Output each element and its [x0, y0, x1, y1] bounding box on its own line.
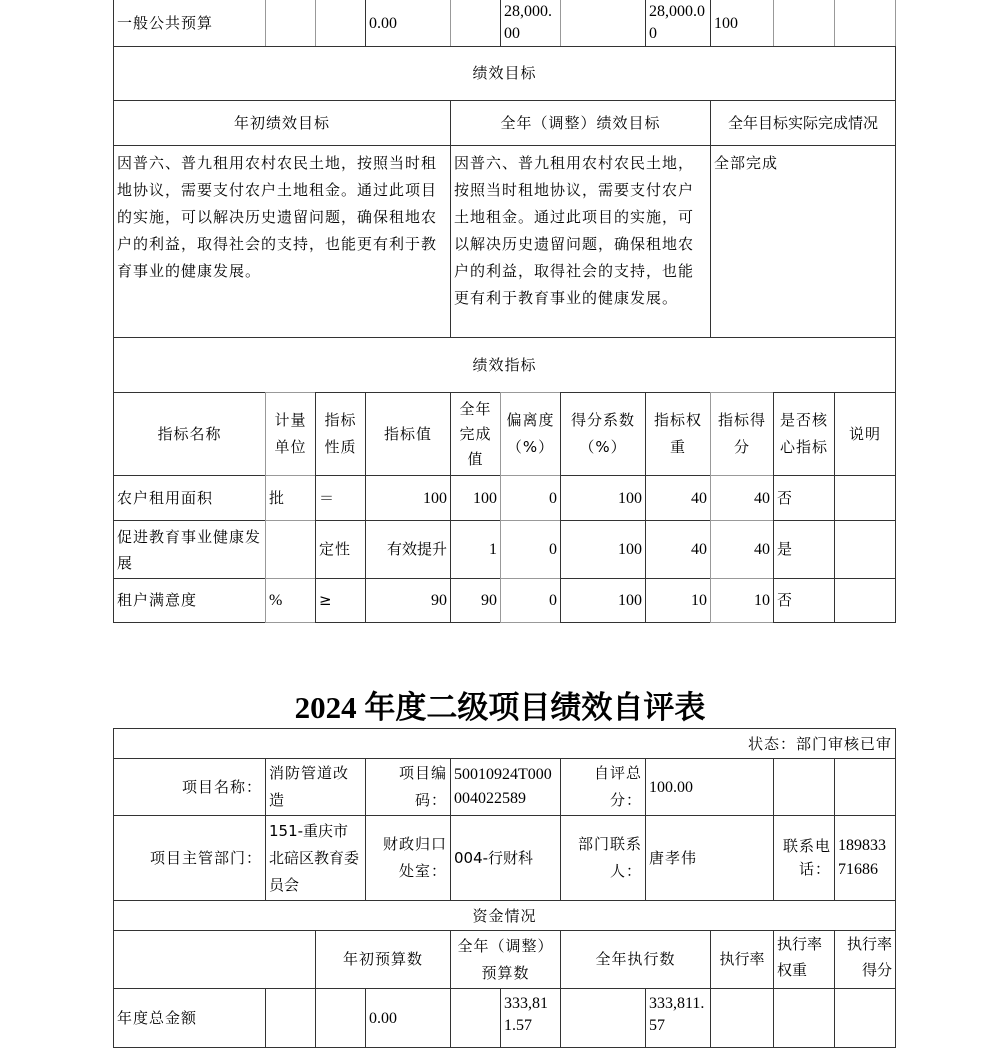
- indicator-target: 100: [365, 475, 451, 521]
- funds-header-adjusted: 全年（调整）预算数: [450, 930, 561, 989]
- contact-value: 唐孝伟: [645, 815, 774, 901]
- indicator-header-name: 指标名称: [113, 392, 266, 476]
- indicator-nature: 定性: [315, 520, 366, 579]
- empty-cell: [773, 758, 835, 816]
- indicator-header-core: 是否核心指标: [773, 392, 835, 476]
- phone-value: 18983371686: [834, 815, 896, 901]
- adjusted-goal-header: 全年（调整）绩效目标: [450, 100, 711, 146]
- empty-cell: [315, 988, 366, 1048]
- indicator-name: 农户租用面积: [113, 475, 266, 521]
- indicator-unit: %: [265, 578, 316, 623]
- indicator-unit: [265, 520, 316, 579]
- indicator-header-nature: 指标性质: [315, 392, 366, 476]
- indicator-header-score: 指标得分: [710, 392, 774, 476]
- indicator-header-coef: 得分系数（%）: [560, 392, 646, 476]
- indicator-weight: 40: [645, 520, 711, 579]
- adjusted-goal-text: 因普六、普九租用农村农民土地，按照当时租地协议，需要支付农户土地租金。通过此项目的实施，可以解决历史遗留问题，确保租地农户的利益，取得社会的支持，也能更有利于教育事业的健康发展。: [450, 145, 711, 338]
- funds-header-initial: 年初预算数: [315, 930, 451, 989]
- indicator-core: 否: [773, 475, 835, 521]
- indicator-coef: 100: [560, 475, 646, 521]
- total-row-label: 年度总金额: [113, 988, 266, 1048]
- indicator-target: 有效提升: [365, 520, 451, 579]
- indicator-score: 10: [710, 578, 774, 623]
- indicator-deviation: 0: [500, 475, 561, 521]
- indicator-deviation: 0: [500, 520, 561, 579]
- total-executed: 333,811.57: [645, 988, 711, 1048]
- funds-header-executed: 全年执行数: [560, 930, 711, 989]
- empty-cell: [834, 0, 896, 47]
- empty-cell: [710, 988, 774, 1048]
- empty-cell: [113, 930, 316, 989]
- empty-cell: [450, 0, 501, 47]
- status-text: 状态：部门审核已审: [113, 728, 896, 759]
- indicator-coef: 100: [560, 520, 646, 579]
- indicator-name: 促进教育事业健康发展: [113, 520, 266, 579]
- empty-cell: [450, 988, 501, 1048]
- phone-label: 联系电话：: [773, 815, 835, 901]
- indicator-score: 40: [710, 475, 774, 521]
- indicator-weight: 40: [645, 475, 711, 521]
- empty-cell: [834, 988, 896, 1048]
- indicator-note: [834, 475, 896, 521]
- project-name-label: 项目名称：: [113, 758, 266, 816]
- actual-completion-header: 全年目标实际完成情况: [710, 100, 896, 146]
- dept-value: 151-重庆市北碚区教育委员会: [265, 815, 366, 901]
- empty-cell: [560, 988, 646, 1048]
- indicator-note: [834, 578, 896, 623]
- indicator-name: 租户满意度: [113, 578, 266, 623]
- indicator-core: 是: [773, 520, 835, 579]
- indicator-header-weight: 指标权重: [645, 392, 711, 476]
- indicator-note: [834, 520, 896, 579]
- indicator-header-deviation: 偏离度（%）: [500, 392, 561, 476]
- empty-cell: [265, 988, 316, 1048]
- indicator-core: 否: [773, 578, 835, 623]
- total-adjusted-budget: 333,811.57: [500, 988, 561, 1048]
- form-title: 2024 年度二级项目绩效自评表: [294, 690, 706, 725]
- indicators-section-title: 绩效指标: [113, 337, 896, 393]
- empty-cell: [834, 758, 896, 816]
- empty-cell: [315, 0, 366, 47]
- initial-budget-value: 0.00: [365, 0, 451, 47]
- funds-section-title: 资金情况: [113, 900, 896, 931]
- indicator-header-actual: 全年完成值: [450, 392, 501, 476]
- indicator-unit: 批: [265, 475, 316, 521]
- indicator-header-unit: 计量单位: [265, 392, 316, 476]
- goals-section-title: 绩效目标: [113, 46, 896, 101]
- total-initial-budget: 0.00: [365, 988, 451, 1048]
- indicator-header-note: 说明: [834, 392, 896, 476]
- funds-header-score: 执行率得分: [834, 930, 896, 989]
- indicator-nature: ＝: [315, 475, 366, 521]
- initial-goal-text: 因普六、普九租用农村农民土地，按照当时租地协议，需要支付农户土地租金。通过此项目的实施，可以解决历史遗留问题，确保租地农户的利益，取得社会的支持，也能更有利于教育事业的健康发展。: [113, 145, 451, 338]
- budget-type-label: 一般公共预算: [113, 0, 266, 47]
- project-code-label: 项目编码：: [365, 758, 451, 816]
- indicator-actual: 100: [450, 475, 501, 521]
- indicator-weight: 10: [645, 578, 711, 623]
- empty-cell: [773, 0, 835, 47]
- indicator-score: 40: [710, 520, 774, 579]
- initial-goal-header: 年初绩效目标: [113, 100, 451, 146]
- contact-label: 部门联系人：: [560, 815, 646, 901]
- finance-office-value: 004-行财科: [450, 815, 561, 901]
- empty-cell: [560, 0, 646, 47]
- indicator-target: 90: [365, 578, 451, 623]
- indicator-actual: 1: [450, 520, 501, 579]
- indicator-deviation: 0: [500, 578, 561, 623]
- indicator-coef: 100: [560, 578, 646, 623]
- self-score-value: 100.00: [645, 758, 774, 816]
- funds-header-rate: 执行率: [710, 930, 774, 989]
- project-name-value: 消防管道改造: [265, 758, 366, 816]
- self-score-label: 自评总分：: [560, 758, 646, 816]
- indicator-nature: ≥: [315, 578, 366, 623]
- finance-office-label: 财政归口处室：: [365, 815, 451, 901]
- adjusted-budget-value: 28,000.00: [500, 0, 561, 47]
- empty-cell: [265, 0, 316, 47]
- project-code-value: 50010924T000004022589: [450, 758, 561, 816]
- empty-cell: [773, 988, 835, 1048]
- indicator-header-target: 指标值: [365, 392, 451, 476]
- execution-rate-value: 100: [710, 0, 774, 47]
- actual-completion-text: 全部完成: [710, 145, 896, 338]
- dept-label: 项目主管部门：: [113, 815, 266, 901]
- funds-header-weight: 执行率权重: [773, 930, 835, 989]
- indicator-actual: 90: [450, 578, 501, 623]
- executed-value: 28,000.00: [645, 0, 711, 47]
